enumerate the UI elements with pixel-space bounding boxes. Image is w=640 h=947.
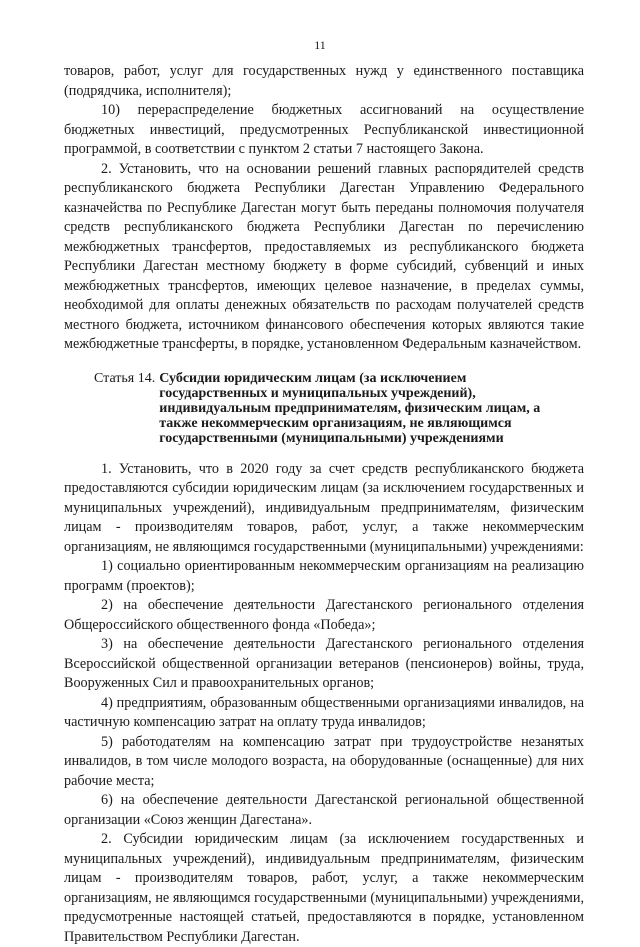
- article-title: Субсидии юридическим лицам (за исключением государственных и муниципальных учреждений), индивидуальным предпринимателям, физическим лицам, а также некоммерческим организациям, не являющимся государственными (муниципальными) учреждениями: [159, 370, 541, 446]
- list-item: 6) на обеспечение деятельности Дагестанской региональной общественной организации «Союз женщин Дагестана».: [64, 792, 584, 828]
- page-number: 11: [314, 38, 326, 52]
- paragraph: 2. Установить, что на основании решений главных распорядителей средств республиканского бюджета Республики Дагестан Управлению Федерального казначейства по Республике Дагестан могут быть переданы полномочия получателя средств республиканского бюджета Республики Дагестан по перечислению межбюджетных трансфертов, предоставляемых из республиканского бюджета Республики Дагестан местному бюджету в форме субсидий, субвенций и иных межбюджетных трансфертов, имеющих целевое назначение, в пределах суммы, необходимой для оплаты денежных обязательств по расходам получателей средств местного бюджета, источником финансового обеспечения которых являются такие межбюджетные трансферты, в порядке, установленном Федеральным казначейством.: [64, 160, 584, 352]
- paragraph-continuation: товаров, работ, услуг для государственных нужд у единственного поставщика (подрядчика, исполнителя);: [64, 63, 584, 99]
- article-label: Статья 14.: [94, 370, 156, 386]
- article-heading: [64, 371, 584, 446]
- list-item: 5) работодателям на компенсацию затрат при трудоустройстве незанятых инвалидов, в том числе молодого возраста, на оборудованные (оснащенные) для них рабочие места;: [64, 733, 584, 789]
- document-body: [64, 62, 584, 947]
- list-item: 2) на обеспечение деятельности Дагестанского регионального отделения Общероссийского общественного фонда «Победа»;: [64, 597, 584, 633]
- paragraph: 2. Субсидии юридическим лицам (за исключением государственных и муниципальных учреждений), индивидуальным предпринимателям, физическим лицам - производителям товаров, работ, услуг, а также некоммерческим организациям, не являющимся государственными (муниципальными) учреждениями, предусмотренные настоящей статьей, предоставляются в порядке, установленном Правительством Республики Дагестан.: [64, 831, 584, 945]
- list-item: 1) социально ориентированным некоммерческим организациям на реализацию программ (проектов);: [64, 558, 584, 594]
- list-item: 3) на обеспечение деятельности Дагестанского регионального отделения Всероссийской общественной организации ветеранов (пенсионеров) войны, труда, Вооруженных Сил и правоохранительных органов;: [64, 636, 584, 691]
- paragraph: 1. Установить, что в 2020 году за счет средств республиканского бюджета предоставляются субсидии юридическим лицам (за исключением государственных и муниципальных учреждений), индивидуальным предпринимателям, физическим лицам - производителям товаров, работ, услуг, а также некоммерческим организациям, не являющимся государственными (муниципальными) учреждениями:: [64, 460, 584, 555]
- paragraph: 10) перераспределение бюджетных ассигнований на осуществление бюджетных инвестиций, предусмотренных Республиканской инвестиционной программой, в соответствии с пунктом 2 статьи 7 настоящего Закона.: [64, 102, 584, 157]
- list-item: 4) предприятиям, образованным общественными организациями инвалидов, на частичную компенсацию затрат на оплату труда инвалидов;: [64, 694, 584, 730]
